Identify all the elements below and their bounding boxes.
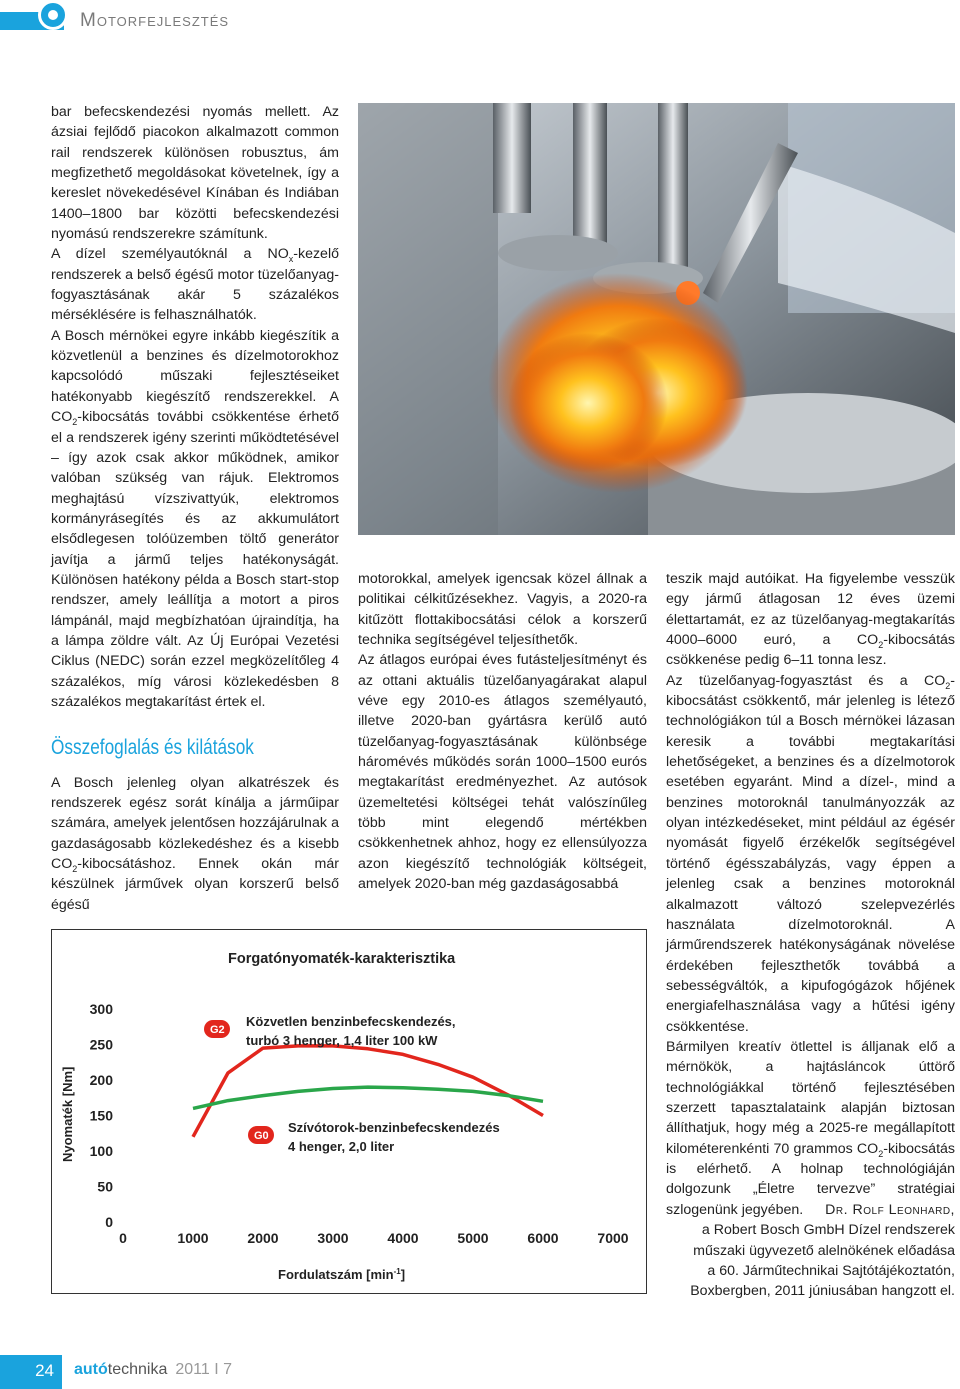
x-tick-label: 2000 — [247, 1230, 279, 1246]
section-title: Motorfejlesztés — [80, 10, 230, 31]
col1-paragraph-2: A dízel személyautóknál a $NO_x$-kezelő rendszerek a belső égésű motor tüzelőanyag-fogyasztásának akár 5 százalékos mérséklésére is felhasználhatók. — [51, 246, 339, 324]
col1-paragraph-1: bar befecskendezési nyomás mellett. Az ázsiai fejlődő piacokon alkalmazott common rail rendszerek különösen robusztus, ám megfizethető megoldásokat követelnek, így a kereslet növekedésével Kínában és Indiában 1400–1800 bar közötti befecskendezési nyomású rendszerekre számítunk. — [51, 104, 339, 243]
y-tick-label: 0 — [105, 1214, 113, 1230]
g2-badge-text: G2 — [210, 1024, 225, 1036]
x-tick-label: 5000 — [457, 1230, 489, 1246]
column-2 — [358, 569, 647, 895]
author-line-3: a 60. Járműtechnikai Sajtótájékoztatón, — [707, 1263, 955, 1280]
series-line-g0 — [193, 1087, 543, 1108]
x-tick-label: 7000 — [597, 1230, 629, 1246]
col2-paragraph-1: motorokkal, amelyek igencsak közel állnak a politikai célkitűzésekhez. Vagyis, a 2020-ra kitűzött flottakibocsátási célok a korszerű technika segítségével teljesíthetők. — [358, 571, 647, 649]
author-line-1: a Robert Bosch GmbH Dízel rendszerek — [701, 1222, 955, 1239]
y-tick-label: 300 — [89, 1001, 113, 1017]
page-number: 24 — [0, 1355, 62, 1389]
author-signature — [655, 1200, 955, 1302]
x-tick-label: 3000 — [317, 1230, 349, 1246]
chart-ylabel: Nyomaték [Nm] — [60, 1066, 75, 1162]
author-line-2: műszaki ügyvezető alelnökének előadása — [693, 1242, 955, 1259]
col3-paragraph-1: teszik majd autóikat. Ha figyelembe vesszük egy jármű átlagosan 12 éves üzemi élettartamát, ez az tüzelőanyag-megtakarítás 4000–6000 euró, a $CO_2$-kibocsátás csökkenése pedig 6–11 tonna lesz. — [666, 571, 955, 669]
section-heading: Összefoglalás és kilátások — [51, 736, 254, 760]
g2-label-1: Közvetlen benzinbefecskendezés, — [246, 1014, 456, 1029]
col1-paragraph-3: A Bosch mérnökei egyre inkább kiegészítik a közvetlenül a benzines és dízelmotorokhoz kapcsolódó műszaki fejlesztéseiket hatékonyabb kiegészítő rendszerekkel. A $CO_2$-kibocsátás további csökkentése érhető el a rendszerek igény szerinti működtetésével – így azok csak akkor működnek, amikor valóban szükség van rájuk. Elektromos meghajtású vízszivattyúk, elektromos kormányrásegítés és az akkumulátort elsődlegesen tolóüzemben töltő generátor javítja a jármű teljes hatékonyságát. Különösen hatékony példa a Bosch start-stop rendszer, amely leállítja a motort a piros lámpánál, majd megbízhatóan újraindítja, ha a lámpa zöldre vált. Az Új Európai Vezetési Ciklus (NEDC) során ezzel megközelítőleg 4 százalékos, míg városi közlekedésben 8 százalékos megtakarítást értek el. — [51, 327, 339, 710]
y-tick-label: 150 — [89, 1107, 113, 1124]
torque-chart — [51, 929, 647, 1294]
x-tick-label: 1000 — [177, 1230, 209, 1246]
chart-xlabel: Fordulatszám $[\min^{-1}]$ — [278, 1267, 406, 1282]
g0-label-2: 4 henger, 2,0 liter — [288, 1139, 395, 1154]
g0-label-1: Szívótorok-benzinbefecskendezés — [288, 1120, 500, 1135]
x-tick-label: 0 — [119, 1230, 127, 1246]
y-tick-label: 250 — [89, 1036, 113, 1053]
x-tick-label: 4000 — [387, 1230, 419, 1246]
column-1 — [51, 102, 339, 915]
x-tick-label: 6000 — [527, 1230, 559, 1246]
author-name: Dr. Rolf Leonhard, — [825, 1202, 955, 1218]
y-tick-label: 100 — [89, 1143, 113, 1159]
chart-title: Forgatónyomaték-karakterisztika — [228, 951, 456, 967]
author-line-4: Boxbergben, 2011 júniusában hangzott el. — [690, 1283, 955, 1300]
col1-paragraph-4: A Bosch jelenleg olyan alkatrészek és rendszerek egész sorát kínálja a járműipar számára, amelyek jelentősen hozzájárulnak a gazdaságosabb közlekedéshez és a kisebb $CO_2$-kibocsátáshoz. Ennek okán már készülnek járművek olyan korszerű belső égésű — [51, 774, 339, 913]
y-tick-label: 200 — [89, 1072, 113, 1088]
series-g0-legend — [248, 1120, 500, 1154]
magazine-name: autótechnika 2011 I 7 — [74, 1361, 233, 1378]
column-3 — [666, 569, 955, 1220]
y-tick-label: 50 — [97, 1178, 113, 1195]
g2-label-2: turbó 3 henger, 1,4 liter 100 kW — [246, 1033, 438, 1048]
col2-paragraph-2: Az átlagos európai éves futásteljesítményt és az ottani aktuális tüzelőanyagárakat alapul véve egy 2010-es átlagos személyautó, illetve 2020-ban gyártásra kerülő autó tüzelőanyag-fogyasztásának különbsége háromévés működés során 1000–1500 eurós megtakarítást eredményezhet. Az autósok üzemeltetési költségei tehát valószínűleg több mint elegendő mértékben csökkenhetnek ahhoz, hogy ez ellensúlyozza azon kiegészítő technológiák költségeit, amelyek 2020-ban még gazdaságosabbá — [358, 652, 647, 893]
magazine-logo-icon — [38, 0, 68, 30]
col3-paragraph-2: Az tüzelőanyag-fogyasztást és a $CO_2$-kibocsátást csökkentő, már jelenleg is létező technológiákon túl a Bosch mérnökei lázasan keresik a további megtakarítási lehetőségeket, a benzines és a dízelmotorok esetében egyaránt. Mind a dízel-, mind a benzines motoroknál tanulmányozzák az olyan intézkedéseket, mint például az égésér nyomását figyelő érzékelők segítségével történő égésszabályzás, vagy éppen a jelenleg csak a benzines motoroknál alkalmazott változó szelepvezérlés használata dízelmotoroknál. A járműrendszerek hatékonyságának növelése érdekében fejleszthetők továbbá a sebességváltók, a kipufogógázok hőjének energiafelhasználása vagy a hűtési igény csökkentése. — [666, 672, 955, 1035]
series-g2-legend — [204, 1014, 456, 1048]
engine-combustion-image — [358, 103, 955, 535]
col3-paragraph-3: Bármilyen kreatív ötlettel is álljanak elő a mérnökök, a hajtásláncok úttörő technológiákkal történő fejlesztésében szerzett tapasztalataink alapján biztosan állíthatjuk, hogy még a 2025-re megállapított kilométerenkénti 70 grammos $CO_2$-kibocsátás is elérhető. A holnap technológiáján dolgozunk „Életre tervezve” stratégiai szlogenünk jegyében. — [666, 1038, 955, 1218]
g0-badge-text: G0 — [254, 1130, 269, 1142]
